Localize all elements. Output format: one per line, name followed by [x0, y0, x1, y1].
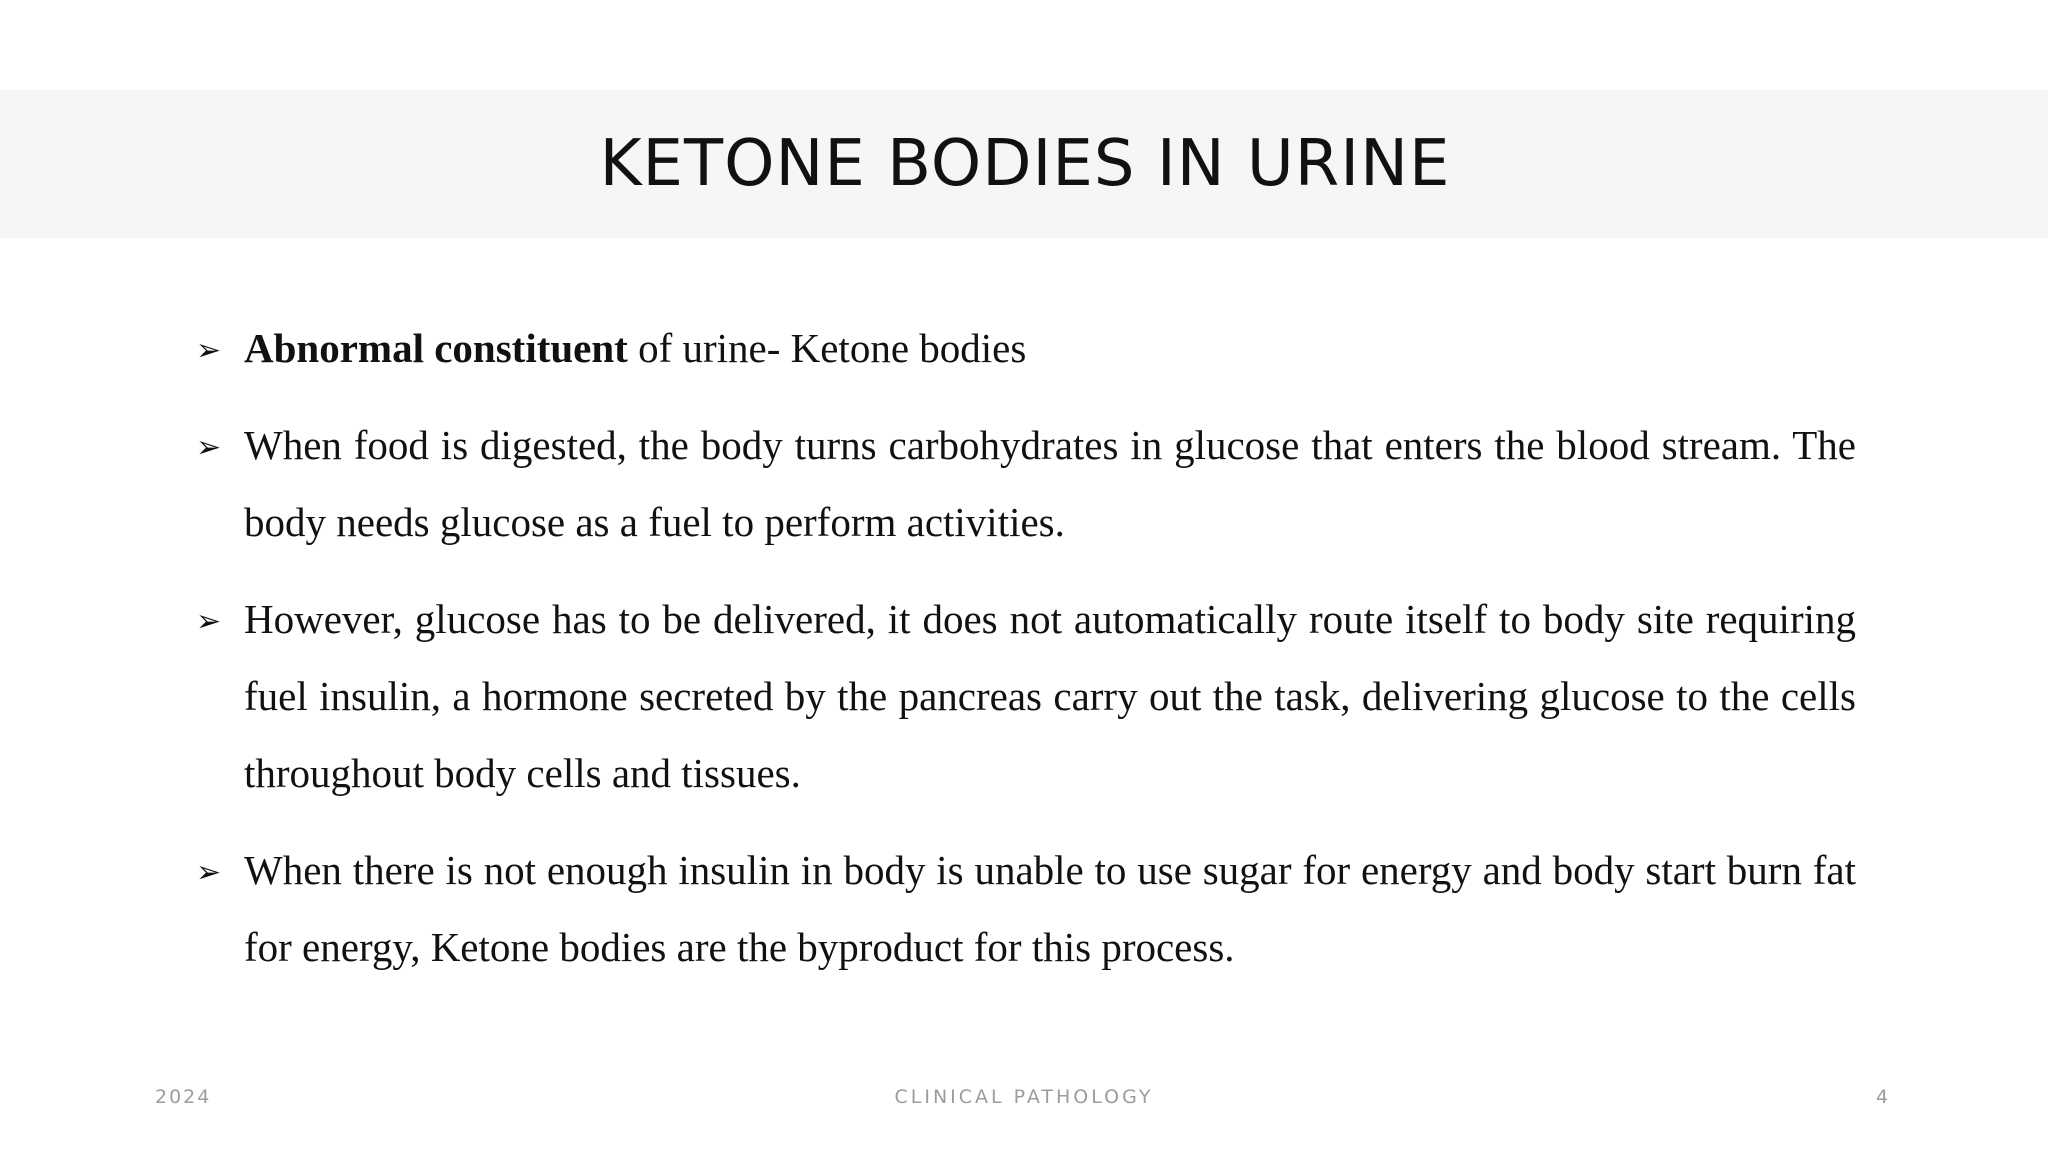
arrow-bullet-icon: ➢ [196, 855, 222, 890]
bullet-item [196, 315, 1856, 387]
bullet-text: However, glucose has to be delivered, it does not automatically route itself to body site requiring fuel insulin, a hormone secreted by the pancreas carry out the task, delivering glucose to the cells throughout body cells and tissues. [244, 596, 1856, 796]
bullet-item [196, 412, 1856, 561]
page-number: 4 [1876, 1086, 1889, 1108]
bullet-bold-text: Abnormal constituent [244, 325, 628, 371]
footer-title: CLINICAL PATHOLOGY [894, 1086, 1154, 1108]
arrow-bullet-icon: ➢ [196, 604, 222, 639]
footer-year: 2024 [155, 1086, 212, 1108]
bullet-regular-text: of urine- Ketone bodies [627, 325, 1027, 371]
bullet-text: When there is not enough insulin in body is unable to use sugar for energy and body start burn fat for energy, Ketone bodies are the byproduct for this process. [244, 847, 1856, 970]
bullet-list [196, 315, 1856, 1011]
arrow-bullet-icon: ➢ [196, 430, 222, 465]
slide-title: KETONE BODIES IN URINE [599, 127, 1451, 201]
bullet-text [244, 310, 1856, 387]
bullet-text: When food is digested, the body turns carbohydrates in glucose that enters the blood stream. The body needs glucose as a fuel to perform activities. [244, 422, 1856, 545]
bullet-item [196, 586, 1856, 812]
arrow-bullet-icon: ➢ [196, 333, 222, 368]
bullet-item [196, 837, 1856, 986]
title-band [0, 90, 2048, 238]
